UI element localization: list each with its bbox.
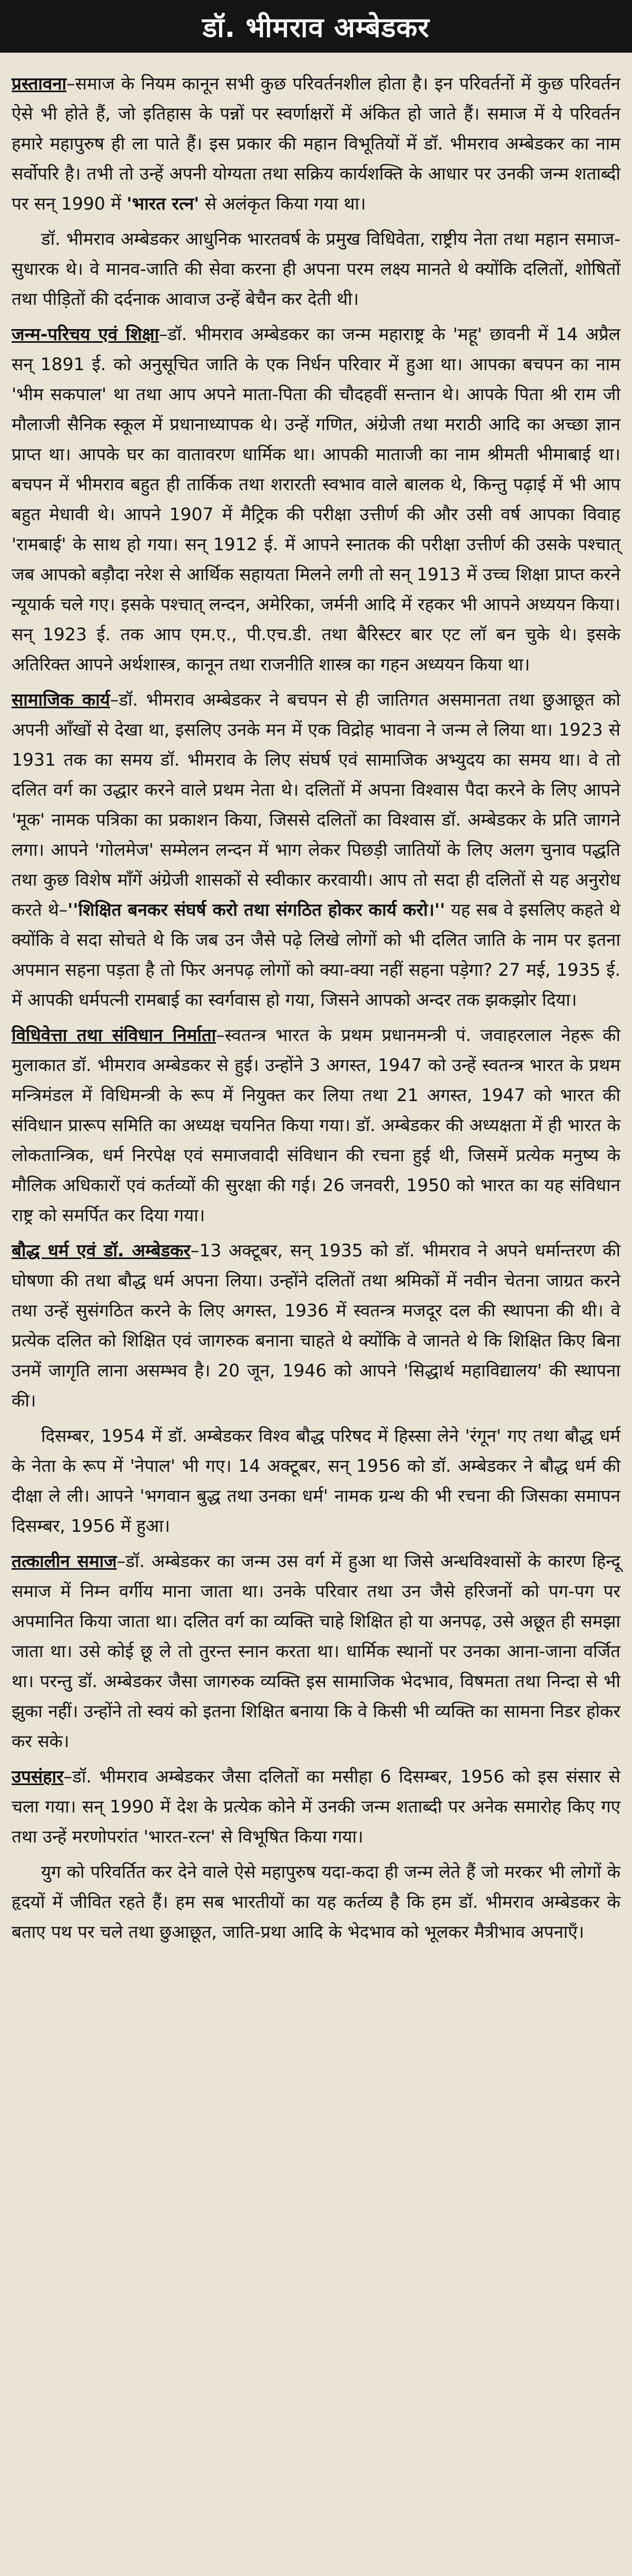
section-heading: सामाजिक कार्य xyxy=(12,689,110,710)
paragraph-text: –डॉ. अम्बेडकर का जन्म उस वर्ग में हुआ था जिसे अन्धविश्वासों के कारण हिन्दू समाज में निम्न वर्गीय माना जाता था। उनके परिवार तथा उन जैसे हरिजनों को पग-पग पर अपमानित किया जाता था। दलित वर्ग का व्यक्ति चाहे शिक्षित हो या अनपढ़, उसे अछूत ही समझा जाता था। उसे कोई छू ले तो तुरन्त स्नान करता था। धार्मिक स्थानों पर उनका आना-जाना वर्जित था। परन्तु डॉ. अम्बेडकर जैसा जागरुक व्यक्ति इस सामाजिक भेदभाव, विषमता तथा निन्दा से भी झुका नहीं। उन्होंने तो स्वयं को इतना शिक्षित बनाया कि वे किसी भी व्यक्ति का सामना निडर होकर कर सके। xyxy=(12,1551,620,1751)
paragraph-text: –समाज के नियम कानून सभी कुछ परिवर्तनशील होता है। इन परिवर्तनों में कुछ परिवर्तन ऐसे भी होते हैं, जो इतिहास के पन्नों पर स्वर्णाक्षरों में अंकित हो जाते हैं। समाज में ये परिवर्तन हमारे महापुरुष ही ला पाते हैं। इस प्रकार की महान विभूतियों में डॉ. भीमराव अम्बेडकर का नाम सर्वोपरि है। तभी तो उन्हें अपनी योग्यता तथा सक्रिय कार्यशक्ति के आधार पर उनकी जन्म शताब्दी पर सन् 1990 में xyxy=(12,73,620,214)
section-heading: उपसंहार xyxy=(12,1766,64,1787)
paragraph-text: –डॉ. भीमराव अम्बेडकर ने बचपन से ही जातिगत असमानता तथा छुआछूत को अपनी आँखों से देखा था, इसलिए उनके मन में एक विद्रोह भावना ने जन्म ले लिया था। 1923 से 1931 तक का समय डॉ. भीमराव के लिए संघर्ष एवं सामाजिक अभ्युदय का समय था। वे तो दलित वर्ग का उद्धार करने वाले प्रथम नेता थे। दलितों में अपना विश्वास पैदा करने के लिए आपने 'मूक' नामक पत्रिका का प्रकाशन किया, जिससे दलितों का विश्वास डॉ. अम्बेडकर के प्रति जागने लगा। आपने 'गोलमेज' सम्मेलन लन्दन में भाग लेकर पिछड़ी जातियों के लिए अलग चुनाव पद्धति तथा कुछ विशेष माँगें अंग्रेजी शासकों से स्वीकार करवायी। आप तो सदा ही दलितों से यह अनुरोध करते थे– xyxy=(12,689,620,920)
paragraph xyxy=(12,1761,620,1851)
paragraph-text: युग को परिवर्तित कर देने वाले ऐसे महापुरुष यदा-कदा ही जन्म लेते हैं जो मरकर भी लोगों के हृदयों में जीवित रहते हैं। हम सब भारतीयों का यह कर्तव्य है कि हम डॉ. भीमराव अम्बेडकर के बताए पथ पर चले तथा छुआछूत, जाति-प्रथा आदि के भेदभाव को भूलकर मैत्रीभाव अपनाएँ। xyxy=(12,1861,620,1942)
title-bar xyxy=(0,0,632,53)
paragraph-text: यह सब वे इसलिए कहते थे क्योंकि वे सदा सोचते थे कि जब उन जैसे पढ़े लिखे लोगों को भी दलित जाति के नाम पर इतना अपमान सहना पड़ता है तो फिर अनपढ़ लोगों को क्या-क्या नहीं सहना पड़ेगा? 27 मई, 1935 ई. में आपकी धर्मपत्नी रामबाई का स्वर्गवास हो गया, जिसने आपको अन्दर तक झकझोर दिया। xyxy=(12,899,620,1010)
paragraph xyxy=(12,1546,620,1756)
paragraph xyxy=(12,1421,620,1541)
paragraph xyxy=(12,319,620,679)
paragraph-text: से अलंकृत किया गया था। xyxy=(199,193,366,214)
section-heading: जन्म-परिचय एवं शिक्षा xyxy=(12,324,159,344)
paragraph-text: दिसम्बर, 1954 में डॉ. अम्बेडकर विश्व बौद्ध परिषद में हिस्सा लेने 'रंगून' गए तथा बौद्ध धर्म के नेता के रूप में 'नेपाल' भी गए। 14 अक्टूबर, सन् 1956 को डॉ. अम्बेडकर ने बौद्ध धर्म की दीक्षा ले ली। आपने 'भगवान बुद्ध तथा उनका धर्म' नामक ग्रन्थ की भी रचना की जिसका समापन दिसम्बर, 1956 में हुआ। xyxy=(12,1425,620,1536)
section-heading: विधिवेत्ता तथा संविधान निर्माता xyxy=(12,1025,216,1045)
essay-content xyxy=(12,68,620,1947)
paragraph-text: –13 अक्टूबर, सन् 1935 को डॉ. भीमराव ने अपने धर्मान्तरण की घोषणा की तथा बौद्ध धर्म अपना लिया। उन्होंने दलितों तथा श्रमिकों में नवीन चेतना जाग्रत करने तथा उन्हें सुसंगठित करने के लिए अगस्त, 1936 में स्वतन्त्र मजदूर दल की स्थापना की थी। वे प्रत्येक दलित को शिक्षित एवं जागरुक बनाना चाहते थे क्योंकि वे जानते थे कि शिक्षित किए बिना उनमें जागृति लाना असम्भव है। 20 जून, 1946 को आपने 'सिद्धार्थ महाविद्यालय' की स्थापना की। xyxy=(12,1240,620,1411)
section-heading: प्रस्तावना xyxy=(12,73,67,94)
emphasized-text: ''शिक्षित बनकर संघर्ष करो तथा संगठित होकर कार्य करो।'' xyxy=(67,899,446,920)
paragraph-text: –डॉ. भीमराव अम्बेडकर का जन्म महाराष्ट्र के 'महू' छावनी में 14 अप्रैल सन् 1891 ई. को अनुसूचित जाति के एक निर्धन परिवार में हुआ था। आपका बचपन का नाम 'भीम सकपाल' था तथा आप अपने माता-पिता की चौदहवीं सन्तान थे। आपके पिता श्री राम जी मौलाजी सैनिक स्कूल में प्रधानाध्यापक थे। उन्हें गणित, अंग्रेजी तथा मराठी आदि का अच्छा ज्ञान प्राप्त था। आपके घर का वातावरण धार्मिक था। आपकी माताजी का नाम श्रीमती भीमाबाई था। बचपन में भीमराव बहुत ही तार्किक तथा शरारती स्वभाव वाले बालक थे, किन्तु पढ़ाई में भी आप बहुत मेधावी थे। आपने 1907 में मैट्रिक की परीक्षा उत्तीर्ण की और उसी वर्ष आपका विवाह 'रामबाई' के साथ हो गया। सन् 1912 ई. में आपने स्नातक की परीक्षा उत्तीर्ण की उसके पश्चात् जब आपको बड़ौदा नरेश से आर्थिक सहायता मिलने लगी तो सन् 1913 में उच्च शिक्षा प्राप्त करने न्यूयार्क चले गए। इसके पश्चात् लन्दन, अमेरिका, जर्मनी आदि में रहकर भी आपने अध्ययन किया। सन् 1923 ई. तक आप एम.ए., पी.एच.डी. तथा बैरिस्टर बार एट लॉ बन चुके थे। इसके अतिरिक्त आपने अर्थशास्त्र, कानून तथा राजनीति शास्त्र का गहन अध्ययन किया था। xyxy=(12,324,620,675)
paragraph xyxy=(12,1857,620,1947)
paragraph xyxy=(12,685,620,1015)
paragraph xyxy=(12,1235,620,1415)
section-heading: तत्कालीन समाज xyxy=(12,1551,117,1571)
paragraph xyxy=(12,1020,620,1230)
paragraph xyxy=(12,224,620,314)
section-heading: बौद्ध धर्म एवं डॉ. अम्बेडकर xyxy=(12,1240,191,1261)
emphasized-text: 'भारत रत्न' xyxy=(126,193,200,214)
page-title: डॉ. भीमराव अम्बेडकर xyxy=(202,12,430,44)
paragraph-text: –डॉ. भीमराव अम्बेडकर जैसा दलितों का मसीहा 6 दिसम्बर, 1956 को इस संसार से चला गया। सन् 1990 में देश के प्रत्येक कोने में उनकी जन्म शताब्दी पर अनेक समारोह किए गए तथा उन्हें मरणोपरांत 'भारत-रत्न' से विभूषित किया गया। xyxy=(12,1766,620,1847)
paragraph xyxy=(12,68,620,219)
paragraph-text: –स्वतन्त्र भारत के प्रथम प्रधानमन्त्री पं. जवाहरलाल नेहरू की मुलाकात डॉ. भीमराव अम्बेडकर से हुई। उन्होंने 3 अगस्त, 1947 को उन्हें स्वतन्त्र भारत के प्रथम मन्त्रिमंडल में विधिमन्त्री के रूप में नियुक्त कर लिया तथा 21 अगस्त, 1947 को भारत की संविधान प्रारूप समिति का अध्यक्ष चयनित किया गया। डॉ. अम्बेडकर की अध्यक्षता में ही भारत के लोकतान्त्रिक, धर्म निरपेक्ष एवं समाजवादी संविधान की रचना हुई थी, जिसमें प्रत्येक मनुष्य के मौलिक अधिकारों एवं कर्तव्यों की सुरक्षा की गई। 26 जनवरी, 1950 को भारत का यह संविधान राष्ट्र को समर्पित कर दिया गया। xyxy=(12,1025,620,1225)
paragraph-text: डॉ. भीमराव अम्बेडकर आधुनिक भारतवर्ष के प्रमुख विधिवेता, राष्ट्रीय नेता तथा महान समाज-सुधारक थे। वे मानव-जाति की सेवा करना ही अपना परम लक्ष्य मानते थे क्योंकि दलितों, शोषितों तथा पीड़ितों की दर्दनाक आवाज उन्हें बेचैन कर देती थी। xyxy=(12,229,620,309)
